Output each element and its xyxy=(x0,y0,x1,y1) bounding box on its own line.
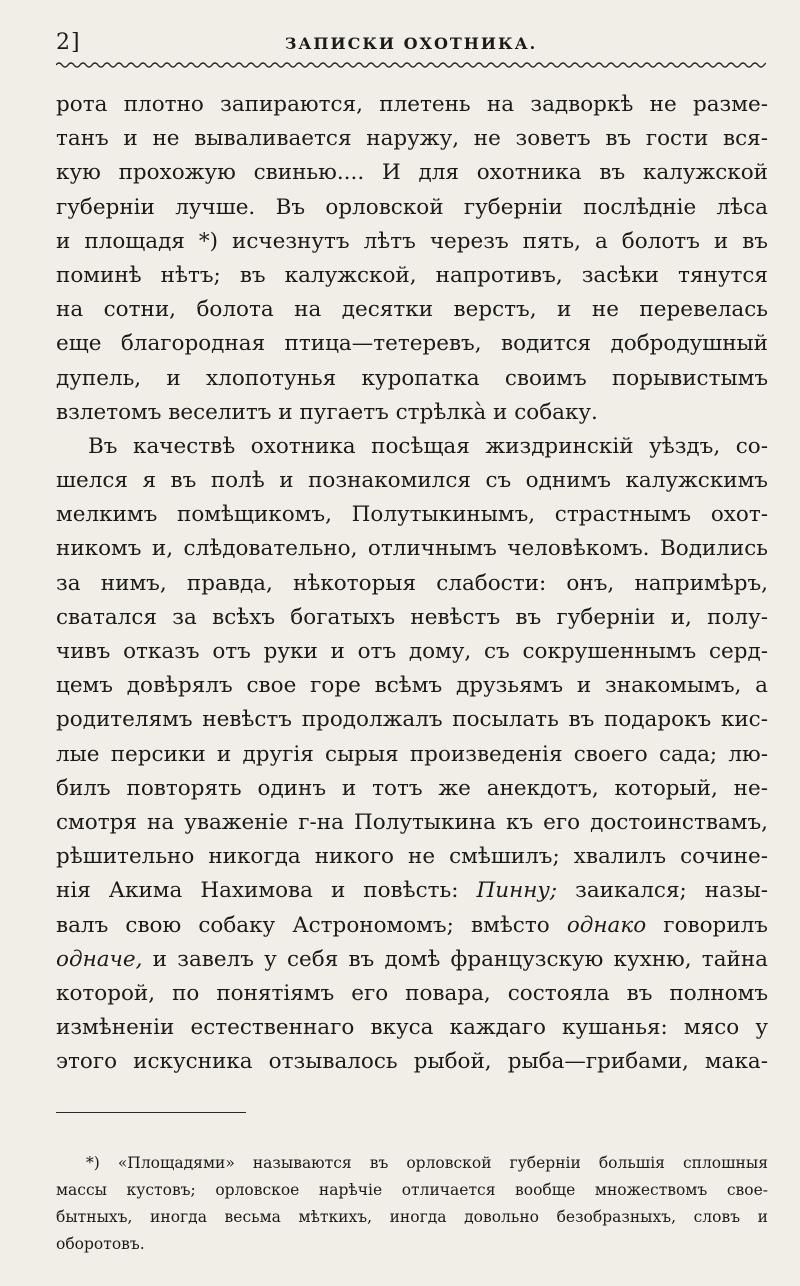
paragraph-1 xyxy=(56,88,768,430)
text-segment: и завелъ у себя въ домѣ французскую кухню, тайна xyxy=(142,946,768,972)
text-line: танъ и не вываливается наружу, не зоветъ въ гости вся- xyxy=(56,126,768,152)
text-line: лые персики и другія сырыя произведенія своего сада; лю- xyxy=(56,741,768,767)
text-line: взлетомъ веселитъ и пугаетъ стрѣлкà и собаку. xyxy=(56,399,598,425)
page-header xyxy=(56,28,766,58)
footnote-line: *) «Площадями» называются въ орловской губерніи большія сплошныя xyxy=(86,1154,768,1172)
text-line: Въ качествѣ охотника посѣщая жиздринскій уѣздъ, со- xyxy=(88,433,768,459)
text-segment: заикался; назы- xyxy=(557,878,768,904)
text-line: кую прохожую свинью.... И для охотника въ калужской xyxy=(56,160,768,186)
text-line xyxy=(56,909,768,943)
text-segment: валъ свою собаку Астрономомъ; вмѣсто xyxy=(56,912,567,938)
text-line: которой, по понятіямъ его повара, состояла въ полномъ xyxy=(56,980,768,1006)
italic-word: одначе, xyxy=(56,946,143,972)
text-line: еще благородная птица—тетеревъ, водится добродушный xyxy=(56,331,768,357)
text-line: смотря на уваженіе г-на Полутыкина къ его достоинствамъ, xyxy=(56,809,768,835)
footnote-line: массы кустовъ; орловское нарѣчіе отличается вообще множествомъ свое- xyxy=(56,1181,768,1199)
paragraph-2 xyxy=(56,430,768,1080)
page-number: 2] xyxy=(56,30,81,55)
footnote xyxy=(56,1150,768,1258)
text-segment: говорилъ xyxy=(646,912,768,938)
italic-word: однако xyxy=(566,912,647,938)
text-line: сватался за всѣхъ богатыхъ невѣстъ въ губерніи и, полу- xyxy=(56,604,768,630)
text-line: на сотни, болота на десятки верстъ, и не перевелась xyxy=(56,297,768,323)
text-line: измѣненіи естественнаго вкуса каждаго кушанья: мясо у xyxy=(56,1015,768,1041)
text-line: дупель, и хлопотунья куропатка своимъ порывистымъ xyxy=(56,365,768,391)
text-segment: нія Акима Нахимова и повѣсть: xyxy=(56,878,477,904)
text-line: родителямъ невѣстъ продолжалъ посылать въ подарокъ кис- xyxy=(56,707,768,733)
text-line: шелся я въ полѣ и познакомился съ однимъ калужскимъ xyxy=(56,468,768,494)
footnote-line: оборотовъ. xyxy=(56,1235,145,1253)
text-line: губерніи лучше. Въ орловской губерніи послѣдніе лѣса xyxy=(56,194,768,220)
running-title: ЗАПИСКИ ОХОТНИКА. xyxy=(284,34,538,53)
text-line: билъ повторять одинъ и тотъ же анекдотъ, который, не- xyxy=(56,775,768,801)
text-line: этого искусника отзывалось рыбой, рыба—грибами, мака- xyxy=(56,1049,768,1075)
text-line: чивъ отказъ отъ руки и отъ дому, съ сокрушеннымъ серд- xyxy=(56,639,768,664)
text-line xyxy=(56,874,768,908)
text-line: мелкимъ помѣщикомъ, Полутыкинымъ, страстнымъ охот- xyxy=(56,502,768,528)
text-line: за нимъ, правда, нѣкоторыя слабости: онъ, напримѣръ, xyxy=(56,570,768,596)
text-line: цемъ довѣрялъ свое горе всѣмъ друзьямъ и знакомымъ, а xyxy=(56,673,768,699)
text-line: поминѣ нѣтъ; въ калужской, напротивъ, засѣки тянутся xyxy=(56,262,768,288)
body-text xyxy=(56,88,768,1079)
text-line: никомъ и, слѣдовательно, отличнымъ человѣкомъ. Водились xyxy=(56,536,768,562)
text-line: рота плотно запираются, плетень на задворкѣ не разме- xyxy=(56,92,768,117)
text-line: рѣшительно никогда никого не смѣшилъ; хвалилъ сочине- xyxy=(56,844,768,870)
text-line: и площадя *) исчезнутъ лѣтъ черезъ пять, а болотъ и въ xyxy=(56,228,768,254)
italic-title: Пинну; xyxy=(476,878,558,904)
wavy-rule-divider xyxy=(56,60,766,70)
footnote-separator xyxy=(56,1112,246,1113)
footnote-line: бытныхъ, иногда весьма мѣткихъ, иногда довольно безобразныхъ, словъ и xyxy=(56,1208,768,1226)
text-line xyxy=(56,943,768,977)
